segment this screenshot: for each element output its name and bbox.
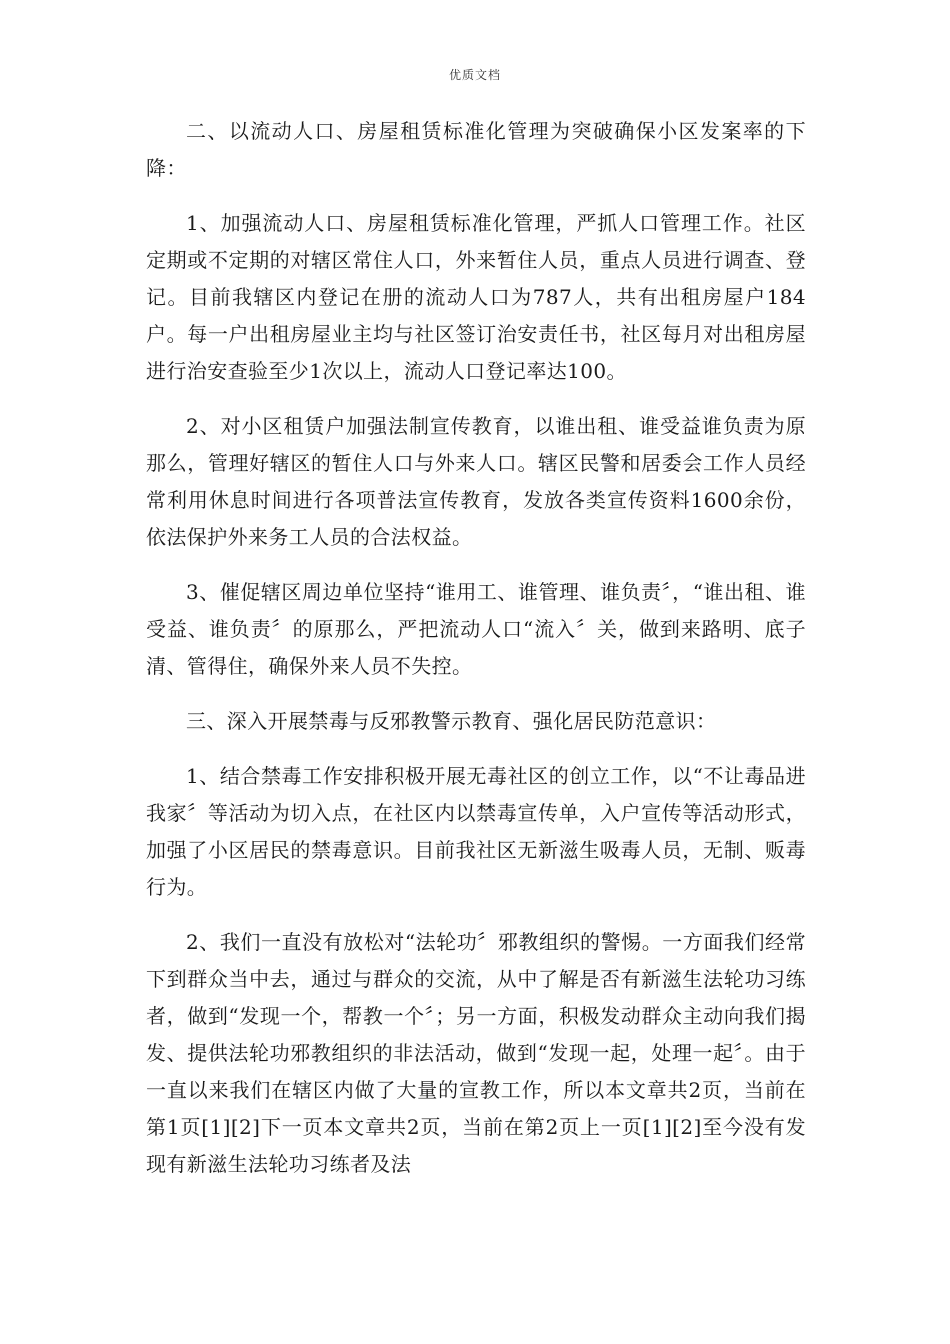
paragraph: 1、结合禁毒工作安排积极开展无毒社区的创立工作，以“不让毒品进我家〞等活动为切入点，在社区内以禁毒宣传单，入户宣传等活动形式，加强了小区居民的禁毒意识。目前我社区无新滋生吸毒人员，无制、贩毒行为。 <box>146 764 806 899</box>
paragraph: 2、我们一直没有放松对“法轮功〞邪教组织的警惕。一方面我们经常下到群众当中去，通过与群众的交流，从中了解是否有新滋生法轮功习练者，做到“发现一个，帮教一个〞；另一方面，积极发动群众主动向我们揭发、提供法轮功邪教组织的非法活动，做到“发现一起，处理一起〞。由于一直以来我们在辖区内做了大量的宣教工作，所以本文章共2页，当前在第1页[1][2]下一页本文章共2页，当前在第2页上一页[1][2]至今没有发现有新滋生法轮功习练者及法 <box>146 930 806 1176</box>
page-header: 优质文档 <box>448 68 501 82</box>
paragraph: 1、加强流动人口、房屋租赁标准化管理，严抓人口管理工作。社区定期或不定期的对辖区常住人口，外来暂住人员，重点人员进行调查、登记。目前我辖区内登记在册的流动人口为787人，共有出租房屋户184户。每一户出租房屋业主均与社区签订治安责任书，社区每月对出租房屋进行治安查验至少1次以上，流动人口登记率达100。 <box>146 211 806 383</box>
document-body <box>146 113 806 1201</box>
paragraph: 2、对小区租赁户加强法制宣传教育，以谁出租、谁受益谁负责为原那么，管理好辖区的暂住人口与外来人口。辖区民警和居委会工作人员经常利用休息时间进行各项普法宣传教育，发放各类宣传资料1600余份，依法保护外来务工人员的合法权益。 <box>146 414 806 549</box>
section-heading-2: 二、以流动人口、房屋租赁标准化管理为突破确保小区发案率的下降： <box>146 119 806 180</box>
section-heading-3: 三、深入开展禁毒与反邪教警示教育、强化居民防范意识： <box>186 709 717 733</box>
paragraph: 3、催促辖区周边单位坚持“谁用工、谁管理、谁负责〞，“谁出租、谁受益、谁负责〞的原那么，严把流动人口“流入〞关，做到来路明、底子清、管得住，确保外来人员不失控。 <box>146 580 806 678</box>
